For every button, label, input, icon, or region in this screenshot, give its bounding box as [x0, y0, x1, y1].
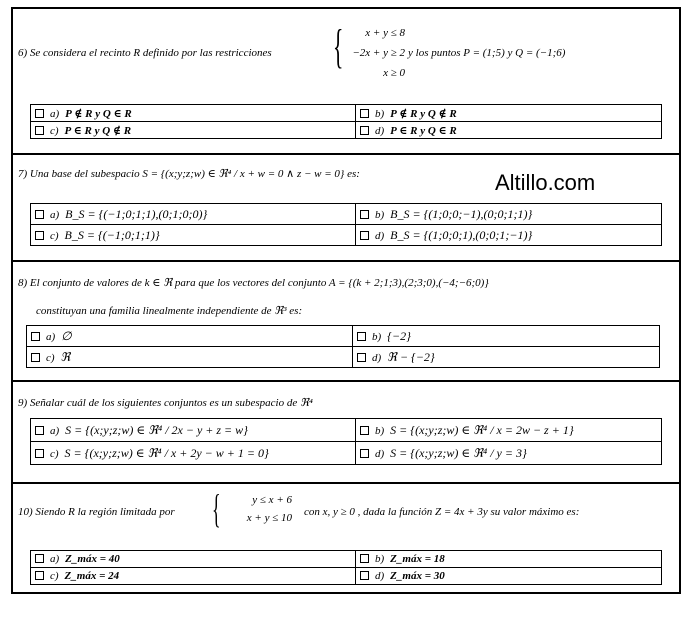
option-b[interactable]: b) B_S = {(1;0;0;−1),(0;0;1;1)}: [356, 204, 662, 225]
q10-sys-line: y ≤ x + 6: [252, 494, 292, 506]
q6-intro: 6) Se considera el recinto R definido por las restricciones: [18, 47, 272, 59]
q9-text: 9) Señalar cuál de los siguientes conjuntos es un subespacio de ℜ⁴: [18, 397, 313, 409]
separator: [11, 380, 681, 382]
option-a[interactable]: a) Z_máx = 40: [31, 551, 356, 568]
option-d[interactable]: d) B_S = {(1;0;0;1),(0;0;1;−1)}: [356, 225, 662, 246]
checkbox-icon[interactable]: [360, 109, 369, 118]
q6-sys-line: x ≥ 0: [383, 67, 405, 79]
checkbox-icon[interactable]: [35, 426, 44, 435]
checkbox-icon[interactable]: [35, 231, 44, 240]
checkbox-icon[interactable]: [360, 210, 369, 219]
q10-intro: 10) Siendo R la región limitada por: [18, 506, 175, 518]
checkbox-icon[interactable]: [31, 353, 40, 362]
option-d[interactable]: d) Z_máx = 30: [356, 568, 662, 585]
option-b[interactable]: b) Z_máx = 18: [356, 551, 662, 568]
checkbox-icon[interactable]: [35, 554, 44, 563]
separator: [11, 153, 681, 155]
option-a[interactable]: a) P ∉ R y Q ∈ R: [31, 105, 356, 122]
q10-system: [222, 491, 292, 527]
q10-tail: con x, y ≥ 0 , dada la función Z = 4x + 3y su valor máximo es:: [304, 506, 580, 518]
option-c[interactable]: c) S = {(x;y;z;w) ∈ ℜ⁴ / x + 2y − w + 1 = 0}: [31, 442, 356, 465]
q6-options: [30, 104, 662, 139]
option-d[interactable]: d) P ∈ R y Q ∈ R: [356, 122, 662, 139]
option-b[interactable]: b) S = {(x;y;z;w) ∈ ℜ⁴ / x = 2w − z + 1}: [356, 419, 662, 442]
option-d[interactable]: d) S = {(x;y;z;w) ∈ ℜ⁴ / y = 3}: [356, 442, 662, 465]
option-a[interactable]: a) ∅: [27, 326, 353, 347]
option-a[interactable]: a) S = {(x;y;z;w) ∈ ℜ⁴ / 2x − y + z = w}: [31, 419, 356, 442]
separator: [11, 260, 681, 262]
option-b[interactable]: b) P ∉ R y Q ∉ R: [356, 105, 662, 122]
checkbox-icon[interactable]: [35, 210, 44, 219]
option-c[interactable]: c) B_S = {(−1;0;1;1)}: [31, 225, 356, 246]
checkbox-icon[interactable]: [360, 449, 369, 458]
checkbox-icon[interactable]: [35, 449, 44, 458]
q10-sys-line: x + y ≤ 10: [246, 512, 292, 524]
option-c[interactable]: c) ℜ: [27, 347, 353, 368]
q6-brace: {: [333, 20, 344, 73]
q7-options: [30, 203, 662, 246]
q8-line2: constituyan una familia linealmente independiente de ℜ³ es:: [36, 305, 303, 317]
checkbox-icon[interactable]: [360, 126, 369, 135]
q10-brace: {: [212, 486, 221, 531]
checkbox-icon[interactable]: [35, 571, 44, 580]
q10-options: [30, 550, 662, 585]
checkbox-icon[interactable]: [357, 353, 366, 362]
checkbox-icon[interactable]: [35, 109, 44, 118]
option-b[interactable]: b) {−2}: [353, 326, 660, 347]
checkbox-icon[interactable]: [360, 426, 369, 435]
watermark: Altillo.com: [495, 170, 596, 195]
option-c[interactable]: c) P ∈ R y Q ∉ R: [31, 122, 356, 139]
option-d[interactable]: d) ℜ − {−2}: [353, 347, 660, 368]
checkbox-icon[interactable]: [360, 231, 369, 240]
q8-options: [26, 325, 660, 368]
q6-sys-line: −2x + y ≥ 2: [352, 47, 405, 59]
q8-line1: 8) El conjunto de valores de k ∈ ℜ para que los vectores del conjunto A = {(k + 2;1;3),(2;3;0),(−4;−6;0)}: [18, 277, 489, 289]
separator: [11, 482, 681, 484]
checkbox-icon[interactable]: [357, 332, 366, 341]
q6-system: [343, 23, 405, 83]
checkbox-icon[interactable]: [360, 571, 369, 580]
checkbox-icon[interactable]: [31, 332, 40, 341]
checkbox-icon[interactable]: [35, 126, 44, 135]
option-a[interactable]: a) B_S = {(−1;0;1;1),(0;1;0;0)}: [31, 204, 356, 225]
option-c[interactable]: c) Z_máx = 24: [31, 568, 356, 585]
q7-text: 7) Una base del subespacio S = {(x;y;z;w) ∈ ℜ⁴ / x + w = 0 ∧ z − w = 0} es:: [18, 168, 360, 180]
q9-options: [30, 418, 662, 465]
q6-tail: y los puntos P = (1;5) y Q = (−1;6): [408, 47, 566, 59]
checkbox-icon[interactable]: [360, 554, 369, 563]
q6-sys-line: x + y ≤ 8: [365, 27, 405, 39]
